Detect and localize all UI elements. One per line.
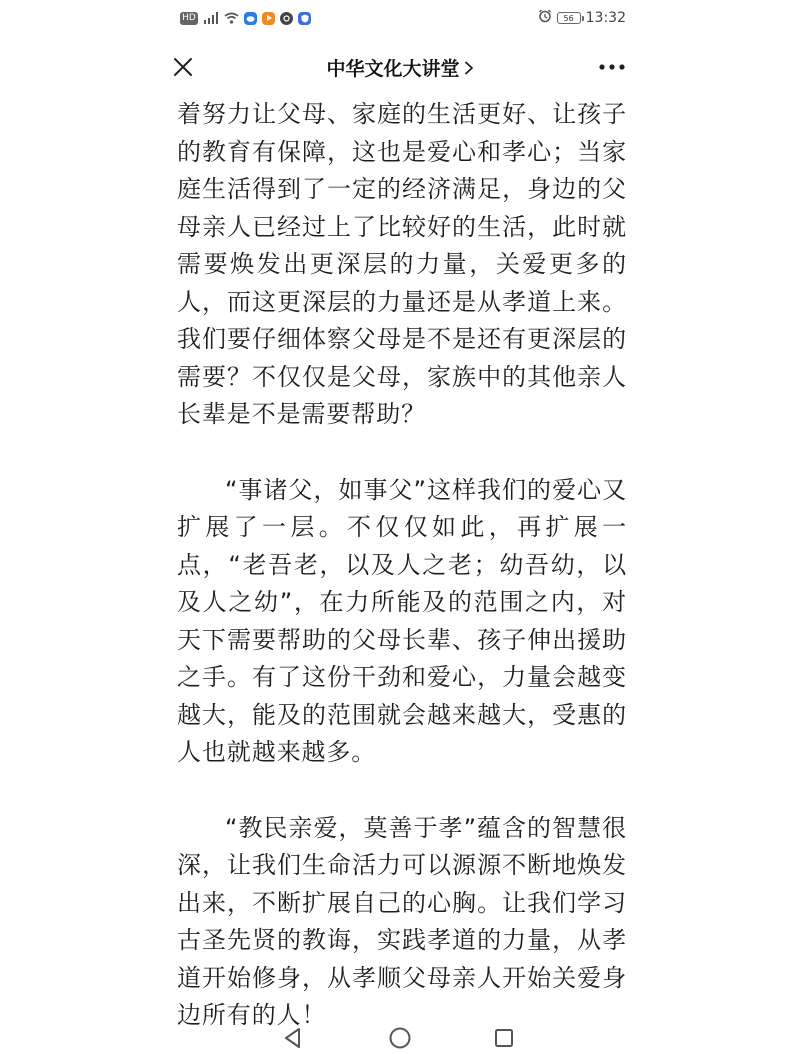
- page-title: [160, 54, 640, 81]
- system-navigation-bar: [160, 1018, 640, 1054]
- status-bar: [160, 0, 640, 36]
- hd-icon: HD: [180, 12, 198, 25]
- phone-screen: [160, 0, 640, 1054]
- article-paragraph: “教民亲爱，莫善于孝”蕴含的智慧很深，让我们生命活力可以源源不断地焕发出来，不断扩展自己的心胸。让我们学习古圣先贤的教诲，实践孝道的力量，从孝道开始修身，从孝顺父母亲人开始关爱身边所有的人！: [177, 813, 627, 1029]
- app-icon-orange: [262, 12, 275, 25]
- paragraph-spacer: [177, 434, 627, 472]
- status-left: [180, 12, 311, 25]
- wifi-icon: [224, 12, 239, 25]
- nav-back-button[interactable]: [278, 1024, 308, 1052]
- home-circle-icon: [388, 1026, 412, 1050]
- status-time: 13:32: [585, 10, 626, 26]
- paragraph-spacer: [177, 772, 627, 810]
- article-paragraph: 着努力让父母、家庭的生活更好、让孩子的教育有保障，这也是爱心和孝心；当家庭生活得到了一定的经济满足，身边的父母亲人已经过上了比较好的生活，此时就需要焕发出更深层的力量，关爱更多的人，而这更深层的力量还是从孝道上来。我们要仔细体察父母是不是还有更深层的需要？不仅仅是父母，家族中的其他亲人长辈是不是需要帮助？: [177, 100, 627, 428]
- account-name: 中华文化大讲堂: [326, 58, 460, 80]
- signal-icon: [203, 12, 219, 25]
- status-right: [538, 9, 626, 27]
- more-options-button[interactable]: [592, 50, 632, 84]
- battery-icon: 56: [557, 12, 581, 24]
- article-paragraph: “事诸父，如事父”这样我们的爱心又扩展了一层。不仅仅如此，再扩展一点，“老吾老，以及人之老；幼吾幼，以及人之幼”，在力所能及的范围之内，对天下需要帮助的父母长辈、孩子伸出援助之手。有了这份干劲和爱心，力量会越变越大，能及的范围就会越来越大，受惠的人也就越来越多。: [177, 475, 627, 766]
- app-icon-blue-2: [298, 12, 311, 25]
- app-icon-dark: [280, 12, 293, 25]
- article-content: [177, 96, 627, 1035]
- alarm-icon: [538, 9, 552, 27]
- account-title-link[interactable]: [326, 54, 473, 81]
- more-dots-icon: [599, 64, 625, 70]
- recent-square-icon: [493, 1027, 515, 1049]
- chevron-right-icon: [464, 61, 474, 75]
- nav-home-button[interactable]: [385, 1024, 415, 1052]
- back-triangle-icon: [283, 1027, 303, 1049]
- nav-recent-apps-button[interactable]: [489, 1024, 519, 1052]
- article-header: [160, 44, 640, 90]
- app-icon-blue: [244, 12, 257, 25]
